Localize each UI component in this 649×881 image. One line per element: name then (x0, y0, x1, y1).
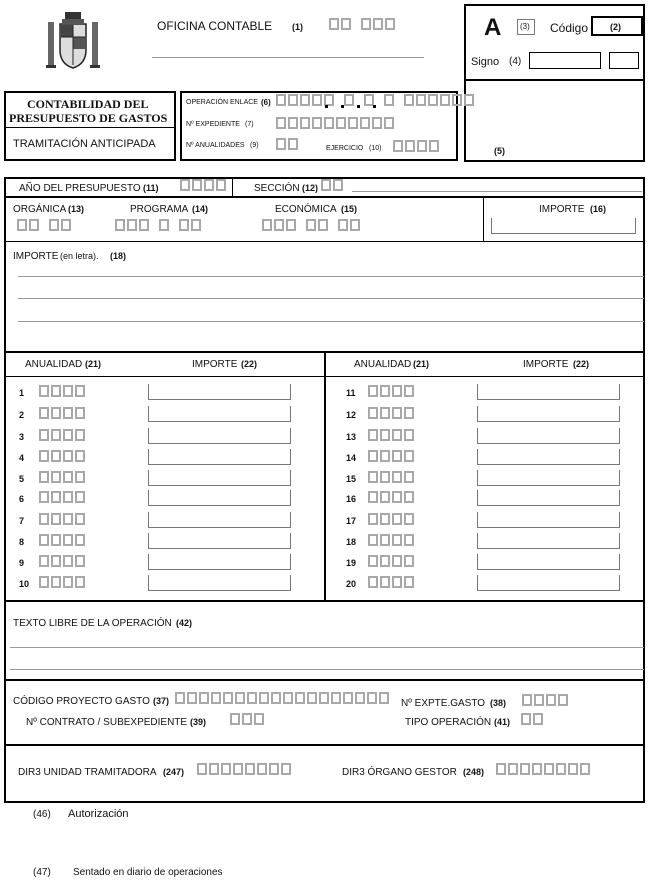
signo-num: (4) (509, 56, 522, 67)
anualidad-row-number: 10 (19, 579, 30, 589)
importe-right-label: IMPORTE (523, 359, 569, 370)
importe-16-num: (16) (590, 204, 607, 214)
seccion-cells[interactable] (321, 179, 345, 193)
coat-of-arms-emblem (44, 10, 102, 72)
title-line-2: PRESUPUESTO DE GASTOS (9, 111, 168, 125)
expte-gasto-cells[interactable] (522, 694, 570, 708)
codigo-proyecto-num: (37) (153, 696, 170, 706)
anualidad-cells[interactable] (368, 450, 416, 464)
expte-gasto-label: Nº EXPTE.GASTO (401, 698, 486, 709)
anualidad-cells[interactable] (39, 385, 87, 399)
programa-cells[interactable] (115, 219, 203, 233)
divider (4, 241, 645, 242)
contrato-cells[interactable] (230, 713, 266, 727)
codigo-proyecto-cells[interactable] (175, 692, 391, 706)
anualidad-importe-field[interactable] (148, 470, 291, 486)
anualidad-cells[interactable] (39, 491, 87, 505)
importe-left-num: (22) (241, 359, 258, 369)
anualidad-row-number: 15 (346, 474, 357, 484)
oficina-label: OFICINA CONTABLE (157, 19, 273, 33)
dir3-organo-num: (248) (463, 767, 485, 777)
anualidad-cells[interactable] (368, 555, 416, 569)
anualidad-left-num: (21) (85, 359, 102, 369)
divider (4, 600, 645, 602)
anualidad-cells[interactable] (368, 407, 416, 421)
anualidad-cells[interactable] (368, 491, 416, 505)
anualidad-row-number: 6 (19, 494, 25, 504)
anualidad-importe-field[interactable] (477, 533, 620, 549)
anualidad-cells[interactable] (368, 429, 416, 443)
ejercicio-num: (10) (369, 145, 382, 152)
contrato-num: (39) (190, 717, 207, 727)
anualidad-importe-field[interactable] (148, 406, 291, 422)
anualidad-row-number: 16 (346, 494, 357, 504)
divider (4, 679, 645, 681)
codigo-proyecto-label: CÓDIGO PROYECTO GASTO (13, 696, 150, 707)
anualidad-row-number: 19 (346, 558, 357, 568)
autorizacion-label: Autorización (68, 808, 129, 820)
oficina-cells[interactable] (329, 18, 397, 32)
anualidad-row-number: 8 (19, 537, 25, 547)
anualidad-row-number: 3 (19, 432, 25, 442)
letra-line[interactable] (18, 321, 644, 322)
anio-cells[interactable] (180, 179, 228, 193)
tipo-operacion-num: (41) (494, 717, 511, 727)
oficina-line (152, 57, 424, 58)
divider (464, 79, 645, 81)
economica-num: (15) (341, 204, 358, 214)
expediente-num: (7) (245, 121, 254, 128)
anualidad-row-number: 12 (346, 410, 357, 420)
programa-label: PROGRAMA (130, 204, 189, 215)
anualidad-left-label: ANUALIDAD (25, 359, 83, 370)
anualidad-cells[interactable] (368, 576, 416, 590)
anualidad-cells[interactable] (39, 513, 87, 527)
expediente-label: Nº EXPEDIENTE (186, 121, 240, 128)
importe-letra-label: IMPORTE (13, 251, 59, 262)
signo-box-2[interactable] (609, 52, 639, 69)
anualidad-importe-field[interactable] (477, 384, 620, 400)
importe-16-label: IMPORTE (539, 204, 585, 215)
anualidad-cells[interactable] (39, 471, 87, 485)
anualidad-importe-field[interactable] (148, 449, 291, 465)
economica-label: ECONÓMICA (275, 204, 337, 215)
anio-num: (11) (143, 183, 159, 193)
anio-label: AÑO DEL PRESUPUESTO (19, 183, 141, 194)
anualidad-cells[interactable] (368, 471, 416, 485)
importe-letra-suffix: (en letra). (60, 251, 99, 261)
sentado-label: Sentado en diario de operaciones (73, 867, 223, 878)
title-line-1: CONTABILIDAD DEL (27, 97, 149, 111)
title-divider (4, 127, 176, 128)
anualidad-row-number: 11 (346, 388, 356, 398)
divider (232, 177, 233, 196)
anualidad-row-number: 2 (19, 410, 25, 420)
anualidad-importe-field[interactable] (477, 449, 620, 465)
anualidad-importe-field[interactable] (477, 490, 620, 506)
economica-cells[interactable] (262, 219, 362, 233)
importe-right-num: (22) (573, 359, 590, 369)
anualidad-importe-field[interactable] (148, 384, 291, 400)
anualidad-row-number: 13 (346, 432, 357, 442)
anualidad-row-number: 1 (19, 388, 25, 398)
anualidad-cells[interactable] (39, 576, 87, 590)
form-letter: A (484, 14, 502, 41)
texto-libre-line[interactable] (10, 669, 644, 670)
expediente-cells[interactable] (276, 117, 396, 131)
importe-letra-num: (18) (110, 251, 127, 261)
anualidad-importe-field[interactable] (148, 575, 291, 591)
codigo-label: Código (550, 21, 589, 35)
anualidad-row-number: 20 (346, 579, 357, 589)
anualidad-cells[interactable] (39, 534, 87, 548)
letra-line[interactable] (18, 298, 644, 299)
organica-cells[interactable] (17, 219, 73, 233)
importe-left-label: IMPORTE (192, 359, 238, 370)
anualidad-cells[interactable] (39, 429, 87, 443)
programa-num: (14) (192, 204, 209, 214)
anualidades-cells[interactable] (276, 138, 300, 152)
anualidad-importe-field[interactable] (477, 406, 620, 422)
field-5-num: (5) (494, 146, 505, 156)
dir3-organo-label: DIR3 ÓRGANO GESTOR (342, 767, 457, 778)
contrato-label: Nº CONTRATO / SUBEXPEDIENTE (26, 717, 188, 728)
divider (4, 744, 645, 746)
divider (483, 196, 484, 241)
anualidad-row-number: 4 (19, 453, 25, 463)
subtitle: TRAMITACIÓN ANTICIPADA (13, 138, 156, 150)
ejercicio-cells[interactable] (393, 140, 441, 154)
anualidad-row-number: 5 (19, 474, 25, 484)
anualidad-importe-field[interactable] (148, 490, 291, 506)
anualidad-importe-field[interactable] (148, 554, 291, 570)
dir3-unidad-num: (247) (163, 767, 185, 777)
divider (4, 196, 645, 198)
box-3[interactable]: (3) (517, 19, 535, 35)
anualidad-importe-field[interactable] (148, 533, 291, 549)
dir3-unidad-cells[interactable] (197, 763, 293, 777)
organica-num: (13) (68, 204, 85, 214)
signo-box-1[interactable] (529, 52, 601, 69)
autorizacion-num: (46) (33, 809, 51, 820)
texto-libre-label: TEXTO LIBRE DE LA OPERACIÓN (13, 618, 172, 629)
anualidad-importe-field[interactable] (477, 428, 620, 444)
anualidad-cells[interactable] (39, 407, 87, 421)
oficina-num: (1) (292, 22, 303, 32)
dir3-unidad-label: DIR3 UNIDAD TRAMITADORA (18, 767, 157, 778)
anualidad-cells[interactable] (368, 385, 416, 399)
texto-libre-num: (42) (176, 618, 193, 628)
op-enlace-cells[interactable] (276, 94, 476, 108)
anualidad-importe-field[interactable] (148, 512, 291, 528)
anualidad-right-label: ANUALIDAD (354, 359, 412, 370)
letra-line[interactable] (18, 276, 644, 277)
divider (324, 351, 326, 600)
importe-16-field[interactable] (491, 218, 636, 234)
anualidad-importe-field[interactable] (477, 470, 620, 486)
anualidades-label: Nº ANUALIDADES (186, 142, 245, 149)
op-enlace-label: OPERACIÓN ENLACE (186, 99, 258, 106)
anualidad-cells[interactable] (39, 555, 87, 569)
seccion-num: (12) (302, 183, 319, 193)
seccion-label: SECCIÓN (254, 183, 300, 194)
anualidad-row-number: 18 (346, 537, 357, 547)
seccion-line (352, 191, 642, 192)
sentado-num: (47) (33, 867, 51, 878)
anualidad-importe-field[interactable] (477, 554, 620, 570)
ejercicio-label: EJERCICIO (326, 145, 364, 152)
anualidad-cells[interactable] (368, 534, 416, 548)
anualidad-row-number: 7 (19, 516, 25, 526)
tipo-operacion-label: TIPO OPERACIÓN (405, 717, 492, 728)
texto-libre-line[interactable] (10, 647, 644, 648)
op-enlace-num: (6) (261, 98, 271, 107)
anualidad-row-number: 17 (346, 516, 357, 526)
organica-label: ORGÁNICA (13, 204, 67, 215)
anualidad-row-number: 14 (346, 453, 357, 463)
anualidad-importe-field[interactable] (148, 428, 291, 444)
anualidad-cells[interactable] (39, 450, 87, 464)
dir3-organo-cells[interactable] (496, 763, 592, 777)
tipo-operacion-cells[interactable] (521, 713, 545, 727)
anualidad-cells[interactable] (368, 513, 416, 527)
anualidad-importe-field[interactable] (477, 575, 620, 591)
codigo-box[interactable]: (2) (591, 16, 643, 36)
signo-label: Signo (471, 56, 500, 68)
anualidad-importe-field[interactable] (477, 512, 620, 528)
anualidad-right-num: (21) (413, 359, 430, 369)
expte-gasto-num: (38) (490, 698, 507, 708)
anualidades-num: (9) (250, 142, 259, 149)
anualidad-row-number: 9 (19, 558, 25, 568)
